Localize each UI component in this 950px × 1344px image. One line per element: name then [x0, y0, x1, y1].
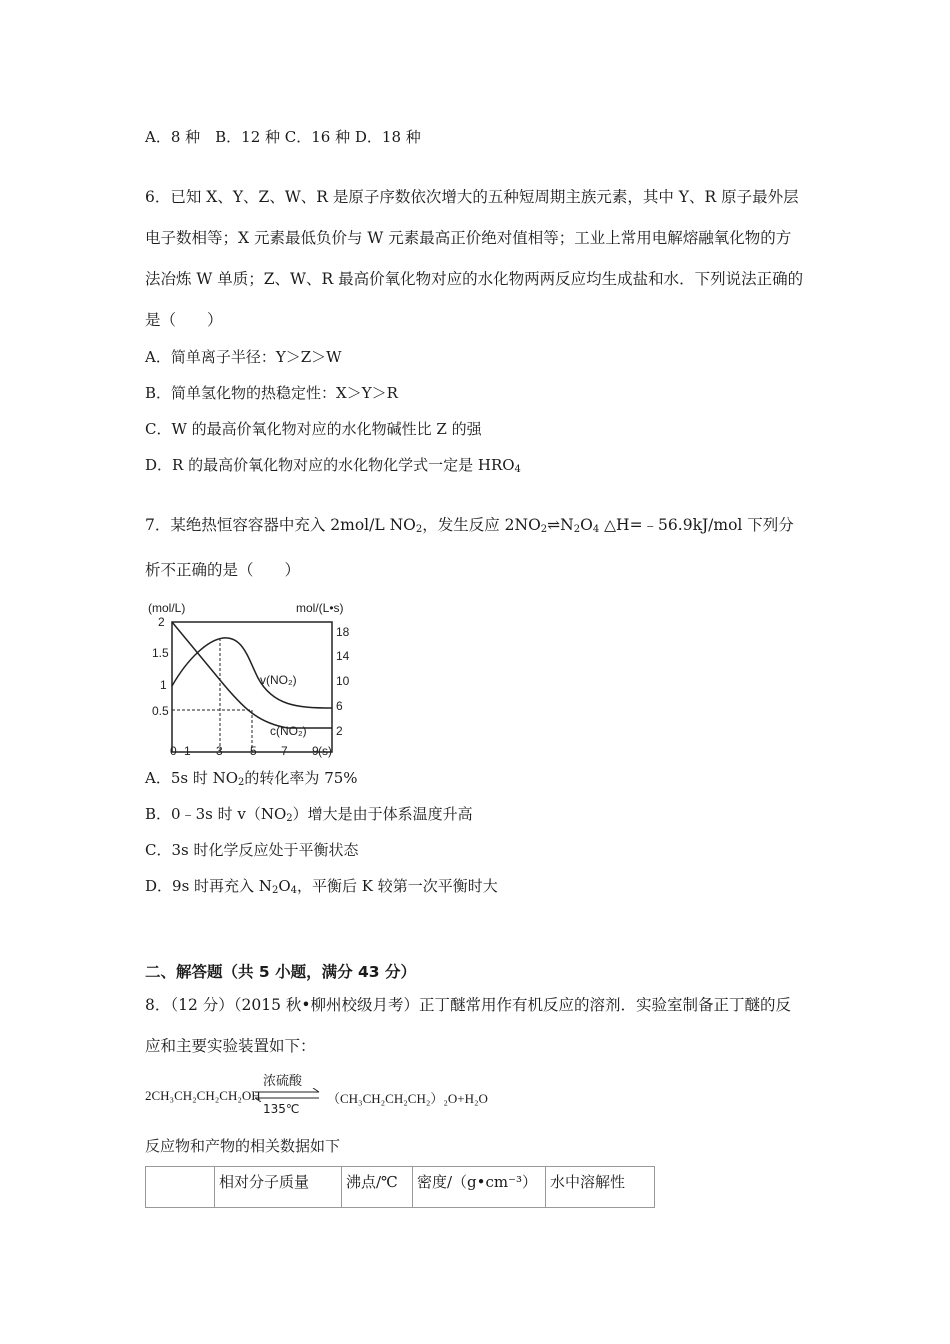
c-label: c(NO₂) [270, 724, 307, 738]
table-cell: 密度/（g•cm⁻³） [413, 1167, 546, 1208]
table-header-row [146, 1167, 655, 1208]
data-intro: 反应物和产物的相关数据如下 [145, 1137, 341, 1155]
eq-lhs: 2CH₃CH₂CH₂CH₂OH [145, 1088, 261, 1103]
q7-option-c: C．3s 时化学反应处于平衡状态 [145, 841, 359, 859]
q6-option-c: C．W 的最高价氧化物对应的水化物碱性比 Z 的强 [145, 420, 482, 438]
x-tick: 0 [170, 744, 177, 758]
y-left-tick: 0.5 [152, 704, 169, 718]
x-tick: 3 [216, 744, 223, 758]
q7-option-b: B．0﹣3s 时 $v(NO_2)$增大是由于体系温度升高 [145, 805, 473, 824]
table-cell [146, 1167, 215, 1208]
q7-option-a: A．5s 时 $NO_2$的转化率为 75% [145, 769, 358, 788]
v-no2-curve [172, 638, 332, 708]
q8-stem: 8．（12 分）（2015 秋•柳州校级月考）正丁醚常用作有机反应的溶剂．实验室制备正丁醚的反应和主要实验装置如下： [145, 996, 792, 1055]
x-tick: 9 [312, 744, 319, 758]
y-right-tick: 2 [336, 724, 343, 738]
x-unit: (s) [318, 744, 332, 758]
eq-rhs: （CH₃CH₂CH₂CH₂）₂O+H₂O [327, 1091, 488, 1106]
y-right-tick: 6 [336, 699, 343, 713]
right-unit: mol/(L•s) [296, 601, 344, 615]
x-tick: 1 [184, 744, 191, 758]
y-left-tick: 2 [158, 615, 165, 629]
x-tick: 7 [281, 744, 288, 758]
y-right-tick: 10 [336, 674, 350, 688]
reversible-arrow-icon [253, 1088, 321, 1102]
data-table [145, 1166, 655, 1208]
table-cell: 相对分子质量 [215, 1167, 342, 1208]
q6-stem: 6．已知 X、Y、Z、W、R 是原子序数依次增大的五种短周期主族元素，其中 Y、R 原子最外层电子数相等；X 元素最低负价与 W 元素最高正价绝对值相等；工业上常用电解熔融氧化物的方法冶炼 W 单质；Z、W、R 最高价氧化物对应的水化物两两反应均生成盐和水．下列说法正确的是（ ） [145, 188, 804, 329]
q6-option-a: A．简单离子半径：Y＞Z＞W [145, 348, 342, 366]
reaction-graph [148, 598, 368, 763]
q6-option-d: D．R 的最高价氧化物对应的水化物化学式一定是 $HRO_4$ [145, 456, 521, 475]
v-label: v(NO₂) [260, 673, 297, 687]
y-right-tick: 14 [336, 649, 350, 663]
eq-condition-bottom: 135℃ [263, 1102, 300, 1116]
table-cell: 水中溶解性 [546, 1167, 655, 1208]
q5-options: A．8 种 B．12 种 C．16 种 D．18 种 [145, 128, 421, 146]
q7-option-d: D．9s 时再充入 $N_2O_4$，平衡后 K 较第一次平衡时大 [145, 877, 498, 896]
x-tick: 5 [250, 744, 257, 758]
section-heading: 二、解答题（共 5 小题，满分 43 分） [145, 963, 416, 981]
y-left-tick: 1 [160, 678, 167, 692]
table-cell: 沸点/℃ [342, 1167, 413, 1208]
q7-stem: 7．某绝热恒容容器中充入 2mol/L $NO_2$，发生反应 $2NO_2\rightleftharpoons N_2O_4$ △H=﹣56.9kJ/mol 下列分析不正确的是（ ） [145, 516, 794, 579]
left-unit: (mol/L) [148, 601, 186, 615]
y-left-tick: 1.5 [152, 646, 169, 660]
y-right-tick: 18 [336, 625, 350, 639]
reaction-equation [145, 1070, 645, 1120]
q6-option-b: B．简单氢化物的热稳定性：X＞Y＞R [145, 384, 398, 402]
eq-condition-top: 浓硫酸 [263, 1074, 303, 1089]
